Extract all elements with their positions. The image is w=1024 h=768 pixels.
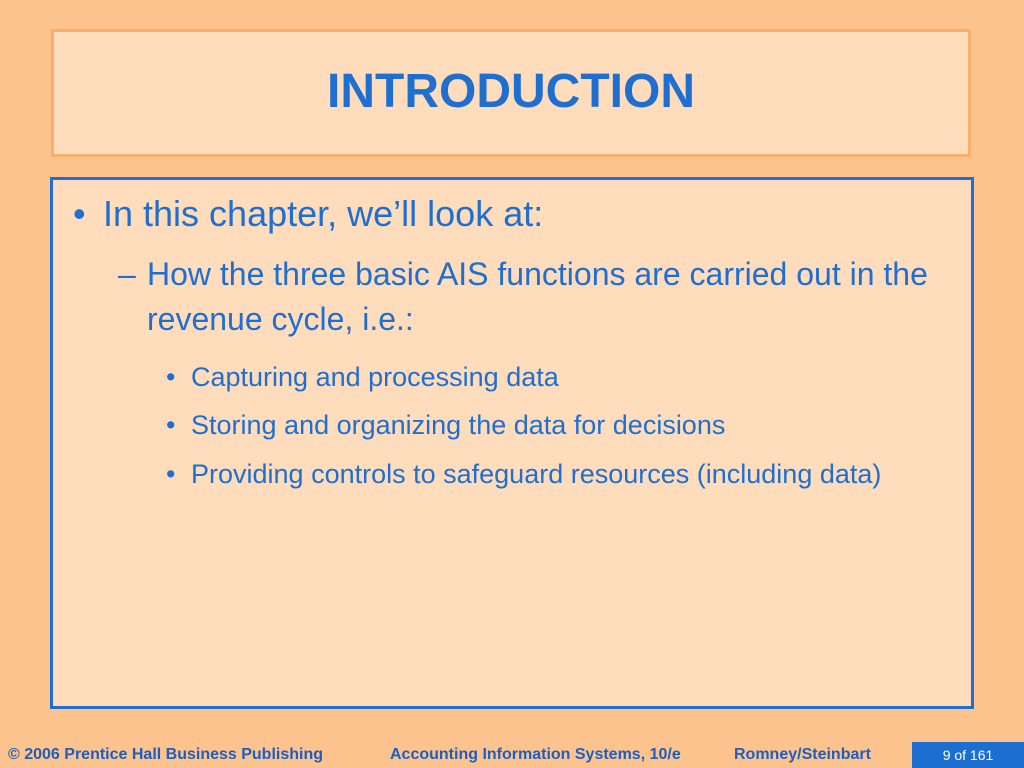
bullet-level3-text: Capturing and processing data — [191, 362, 559, 392]
bullet-dot-icon: • — [73, 193, 86, 234]
title-panel — [51, 29, 971, 157]
bullet-dot-icon: • — [166, 410, 176, 440]
bullet-level2-text: How the three basic AIS functions are carried out in the revenue cycle, i.e.: — [147, 256, 928, 337]
footer-authors: Romney/Steinbart — [734, 746, 871, 763]
bullet-level2 — [118, 252, 951, 342]
bullet-level3-text: Providing controls to safeguard resources (including data) — [191, 459, 882, 489]
slide-title: INTRODUCTION — [327, 64, 695, 118]
content-panel — [50, 177, 974, 709]
bullet-level3-item — [166, 358, 931, 396]
footer-book-title: Accounting Information Systems, 10/e — [390, 746, 681, 763]
dash-icon: – — [118, 256, 136, 292]
footer-copyright: © 2006 Prentice Hall Business Publishing — [8, 746, 324, 763]
page-number: 9 of 161 — [942, 747, 994, 763]
bullet-dot-icon: • — [166, 362, 176, 392]
bullet-level1 — [73, 192, 951, 236]
footer-bar — [0, 742, 1024, 768]
bullet-level3-item — [166, 455, 931, 493]
bullet-level3-text: Storing and organizing the data for decisions — [191, 410, 726, 440]
bullet-level3-item — [166, 406, 931, 444]
bullet-level1-text: In this chapter, we’ll look at: — [103, 193, 544, 234]
page-number-badge — [912, 742, 1024, 768]
bullet-dot-icon: • — [166, 459, 176, 489]
